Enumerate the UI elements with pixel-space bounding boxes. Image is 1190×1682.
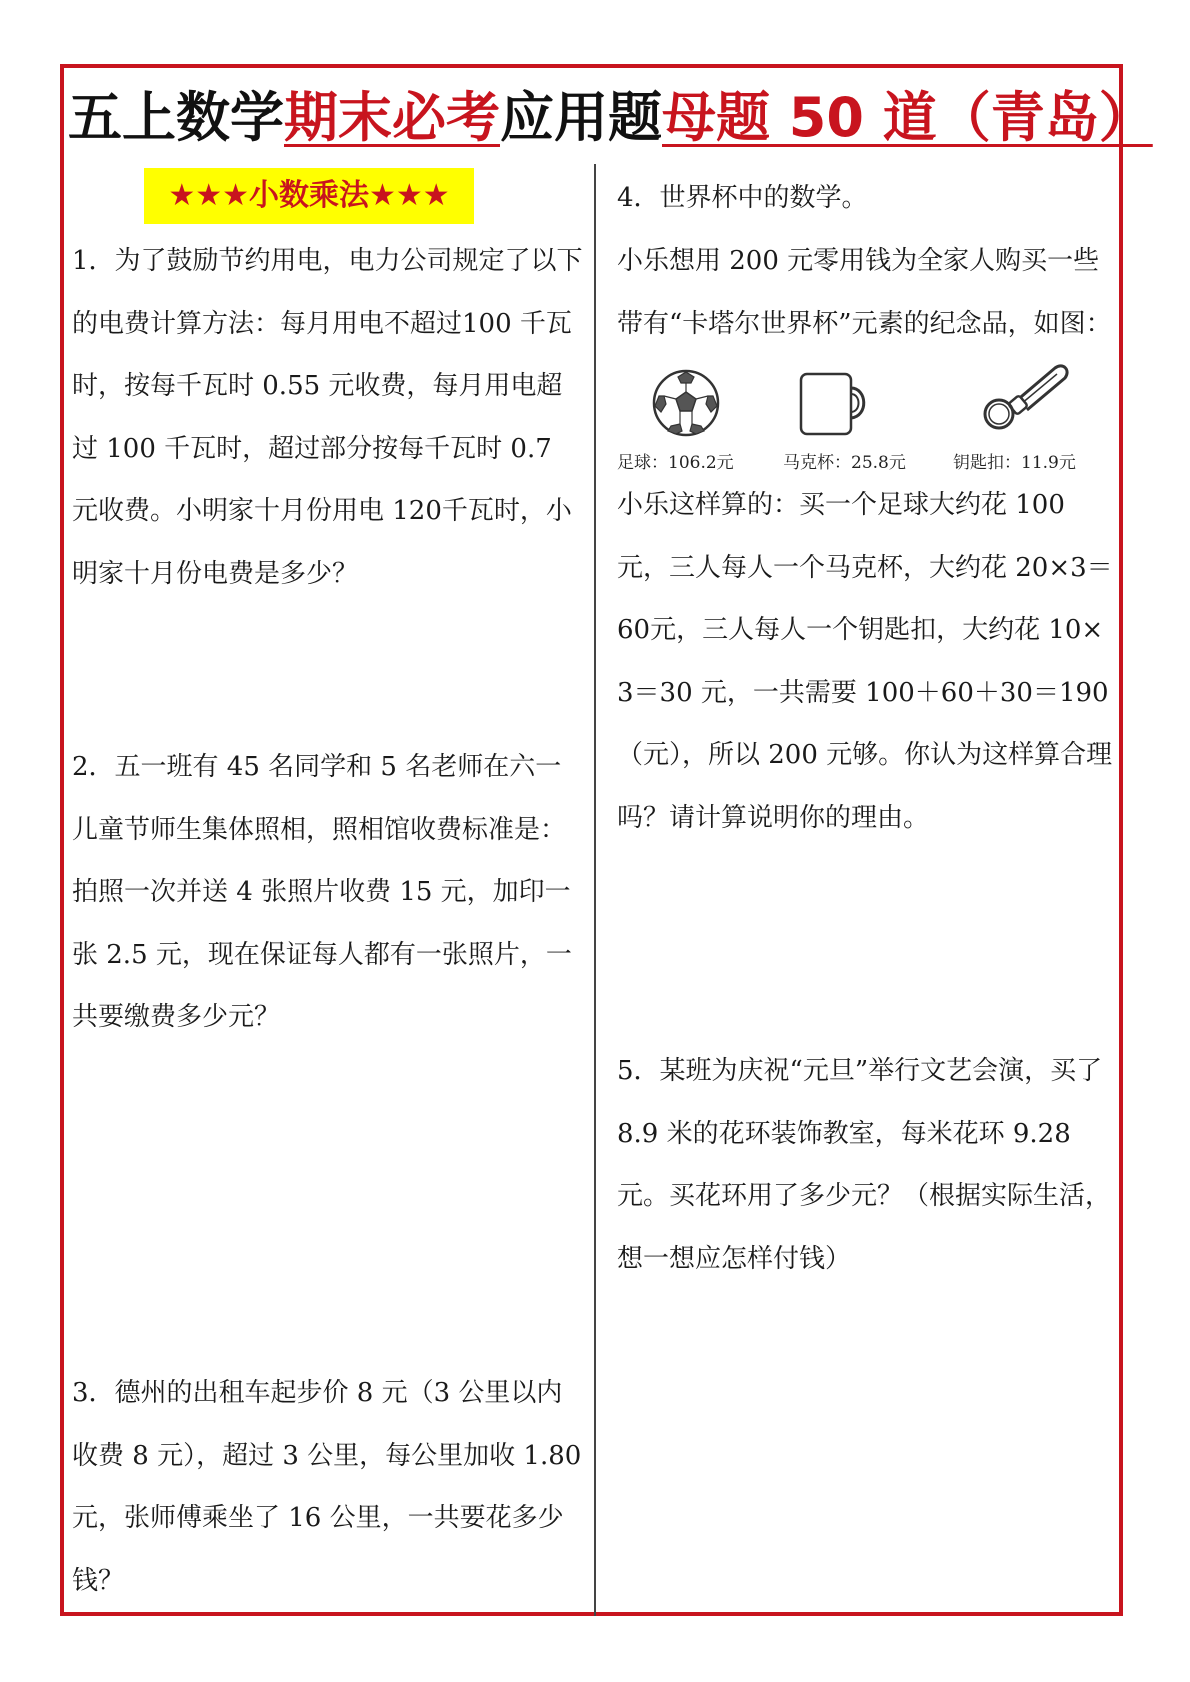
title-part-3: 应用题 [500, 86, 662, 149]
question-5-text: 5．某班为庆祝“元旦”举行文艺会演，买了8.9 米的花环装饰教室，每米花环 9.28 元。买花环用了多少元？（根据实际生活，想一想应怎样付钱） [617, 1056, 1112, 1274]
souvenir-item-mug [783, 356, 933, 474]
question-1 [72, 230, 584, 605]
section-badge: ★★★小数乘法★★★ [144, 168, 474, 224]
title-part-4: 母题 50 道（青岛） [662, 86, 1153, 149]
soccer-ball-icon [651, 368, 721, 438]
question-1-text: 1．为了鼓励节约用电，电力公司规定了以下的电费计算方法：每月用电不超过100 千瓦时，按每千瓦时 0.55 元收费，每月用电超过 100 千瓦时，超过部分按每千瓦时 0.7 元收费。小明家十月份用电 120千瓦时，小明家十月份电费是多少？ [72, 246, 583, 589]
question-4-heading [617, 167, 1117, 230]
question-2 [72, 736, 584, 1049]
title-part-2: 期末必考 [284, 86, 500, 149]
souvenir-item-soccer [617, 356, 757, 474]
mug-label: 马克杯：25.8元 [783, 453, 906, 473]
question-3-text: 3．德州的出租车起步价 8 元（3 公里以内收费 8 元），超过 3 公里，每公里加收 1.80元，张师傅乘坐了 16 公里，一共要花多少钱？ [72, 1378, 582, 1596]
title-part-1: 五上数学 [68, 86, 284, 149]
souvenir-items [617, 356, 1107, 474]
mug-icon [795, 368, 875, 440]
question-4-body-text: 小乐这样算的：买一个足球大约花 100 元，三人每人一个马克杯，大约花 20×3＝60元，三人每人一个钥匙扣，大约花 10×3＝30 元，一共需要 100＋60＋30＝190（元），所以 200 元够。你认为这样算合理吗？请计算说明你的理由。 [617, 490, 1113, 833]
question-4-intro-text: 小乐想用 200 元零用钱为全家人购买一些带有“卡塔尔世界杯”元素的纪念品，如图： [617, 246, 1112, 339]
keychain-icon [975, 360, 1075, 435]
question-2-text: 2．五一班有 45 名同学和 5 名老师在六一儿童节师生集体照相，照相馆收费标准是：拍照一次并送 4 张照片收费 15 元，加印一张 2.5 元，现在保证每人都有一张照片，一共要缴费多少元？ [72, 752, 572, 1032]
question-4-body [617, 474, 1117, 849]
souvenir-item-keychain [953, 356, 1113, 474]
question-4-heading-text: 4．世界杯中的数学。 [617, 183, 868, 213]
question-4-intro [617, 230, 1117, 355]
question-3 [72, 1362, 584, 1612]
question-5 [617, 1040, 1117, 1290]
soccer-ball-label: 足球：106.2元 [617, 453, 734, 473]
column-divider [594, 164, 596, 1616]
keychain-label: 钥匙扣：11.9元 [953, 453, 1076, 473]
page-title [68, 82, 1153, 158]
